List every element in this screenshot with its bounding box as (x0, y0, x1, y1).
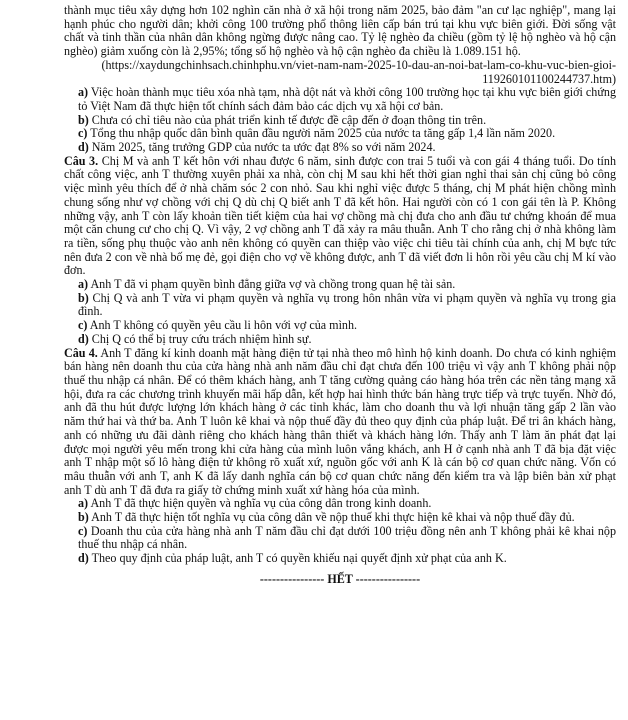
option-label: d) (78, 331, 89, 346)
option-text: Anh T đã thực hiện quyền và nghĩa vụ của công dân trong kinh doanh. (90, 496, 432, 511)
option-label: a) (78, 277, 89, 292)
option-a (64, 278, 616, 292)
option-text: Năm 2025, tăng trưởng GDP của nước ta ước đạt 8% so với năm 2024. (91, 140, 436, 155)
intro-paragraph: thành mục tiêu xây dựng hơn 102 nghìn căn nhà ở xã hội trong năm 2025, bảo đảm "an cư lạc nghiệp", mang lại hạnh phúc cho người dân; khởi công 100 trường phổ thông liên cấp bán trú tại khu vực biên giới. Đời sống vật chất và tinh thần của nhân dân không ngừng được nâng cao. Tỷ lệ nghèo đa chiều (gồm tỷ lệ hộ nghèo và hộ cận nghèo) giảm xuống còn là 2,95%; tổng số hộ nghèo và hộ cận nghèo đa chiều là 1.089.151 hộ. (64, 3, 616, 59)
option-label: b) (78, 112, 89, 127)
option-text: Chị Q có thể bị truy cứu trách nhiệm hình sự. (91, 331, 312, 346)
option-text: Theo quy định của pháp luật, anh T có quyền khiếu nại quyết định xử phạt của anh K. (91, 551, 507, 566)
option-text: Chị Q và anh T vừa vi phạm quyền và nghĩa vụ trong hôn nhân vừa vi phạm quyền và nghĩa vụ trong gia đình. (78, 290, 617, 319)
option-label: a) (78, 496, 89, 511)
question-4-text: Anh T đăng kí kinh doanh mặt hàng điện tử tại nhà theo mô hình hộ kinh doanh. Do chưa có kinh nghiệm bán hàng nên doanh thu của cửa hàng nhà anh năm đầu chỉ đạt chưa đến 100 triệu vì vậy anh T không phải nộp thuế thu nhập cá nhân. Để có thêm khách hàng, anh T tăng cường quảng cáo hàng hóa trên các nền tảng mạng xã hội, đưa ra các chương trình khuyến mãi hấp dẫn, kết hợp hai hình thức bán hàng trực tiếp và trực tuyến. Nhờ đó, anh đã thu hút được lượng lớn khách hàng ở các tỉnh khác, làm cho doanh thu và lợi nhuận tăng gấp 2 lần vào năm thứ hai và thứ ba. Anh T luôn kê khai và nộp thuế đầy đủ theo quy định của pháp luật. Để tri ân khách hàng, anh có những ưu đãi dành riêng cho khách hàng thân thiết và khách hàng lớn. Thấy anh T làm ăn phát đạt lại được mọi người yêu mến trong khi cửa hàng của mình luôn vắng khách, anh H ở cạnh nhà anh T đã bịa đặt việc anh T nhập một số lô hàng điện tử không rõ xuất xứ, nguồn gốc với anh K là cán bộ cơ quan chức năng. Vốn có mâu thuẫn với anh T, anh K đã lấy danh nghĩa cán bộ cơ quan chức năng đến kiểm tra và lập biên bản xử phạt anh T dù anh T đã đưa ra giấy tờ chứng minh xuất xứ hàng hóa của mình. (64, 345, 616, 497)
question-4-stem (64, 347, 616, 498)
end-marker: ---------------- HẾT ---------------- (259, 571, 421, 586)
option-text: Tổng thu nhập quốc dân bình quân đầu người năm 2025 của nước ta tăng gấp 1,4 lần năm 2020. (90, 126, 556, 141)
question-3-stem (64, 155, 616, 278)
source-citation: (https://xaydungchinhsach.chinhphu.vn/viet-nam-nam-2025-10-dau-an-noi-bat-lam-co-khu-vuc-bien-gioi-119260101100244737.htm) (101, 57, 616, 86)
option-label: a) (78, 85, 89, 100)
exam-content (64, 4, 616, 599)
option-label: d) (78, 140, 89, 155)
question-3-text: Chị M và anh T kết hôn với nhau được 6 năm, sinh được con trai 5 tuổi và con gái 4 tháng tuổi. Do tính chất công việc, anh T thường xuyên phải xa nhà, còn chị M sau khi hết thời gian nghỉ thai sản chị cũng bỏ công việc mình yêu thích để ở nhà chăm sóc 2 con nhỏ. Sau khi nghỉ việc được 5 tháng, chị M phát hiện chồng mình chung sống như vợ chồng với chị Q dù chị Q biết anh T đã kết hôn. Hai người còn có 1 con gái tên là P. Không những vậy, anh T còn lấy khoản tiền tiết kiệm của hai vợ chồng mà chị đưa cho anh đầu tư chứng khoán để mua một căn chung cư cho chị Q. Vì vậy, 2 vợ chồng anh T đã xảy ra mâu thuẫn. Anh T cho rằng chị ở nhà không làm ra tiền, sống phụ thuộc vào anh nên không có quyền can thiệp vào việc chi tiêu tài chính của anh, chị M bực tức nên đưa 2 con về nhà bố mẹ đẻ, gọi điện cho vợ về không được, anh T đã viết đơn li hôn rồi yêu cầu chị M kí vào đơn. (64, 153, 616, 278)
option-d (64, 552, 616, 566)
option-text: Chưa có chỉ tiêu nào của phát triển kinh tế được đề cập đến ở đoạn thông tin trên. (91, 112, 487, 127)
question-3-label: Câu 3. (64, 153, 99, 168)
question-3-options (64, 278, 616, 347)
option-text: Anh T không có quyền yêu cầu li hôn với vợ của mình. (89, 318, 358, 333)
option-d (64, 333, 616, 347)
option-b (64, 292, 616, 319)
option-label: b) (78, 510, 89, 525)
option-label: c) (78, 318, 88, 333)
option-label: c) (78, 126, 88, 141)
option-text: Việc hoàn thành mục tiêu xóa nhà tạm, nhà dột nát và khởi công 100 trường học tại khu vực biên giới chứng tỏ Việt Nam đã thực hiện tốt chính sách đảm bảo các dịch vụ xã hội cơ bản. (78, 85, 616, 113)
question-4-options (64, 497, 616, 566)
option-label: d) (78, 551, 89, 566)
option-text: Anh T đã vi phạm quyền bình đẳng giữa vợ và chồng trong quan hệ tài sản. (90, 277, 456, 292)
option-c (64, 127, 616, 141)
option-c (64, 525, 616, 552)
option-c (64, 319, 616, 333)
option-text: Doanh thu của cửa hàng nhà anh T năm đầu chỉ đạt dưới 100 triệu đồng nên anh T không phải kê khai nộp thuế thu nhập cá nhân. (78, 523, 616, 552)
question-2-options (64, 86, 616, 155)
option-label: b) (78, 290, 89, 305)
question-4-label: Câu 4. (64, 345, 98, 360)
option-a (64, 86, 616, 113)
option-label: c) (78, 523, 88, 538)
option-a (64, 497, 616, 511)
option-b (64, 511, 616, 525)
option-b (64, 114, 616, 128)
option-d (64, 141, 616, 155)
option-text: Anh T đã thực hiện tốt nghĩa vụ của công dân về nộp thuế khi thực hiện kê khai và nộp thuế đầy đủ. (91, 510, 575, 525)
